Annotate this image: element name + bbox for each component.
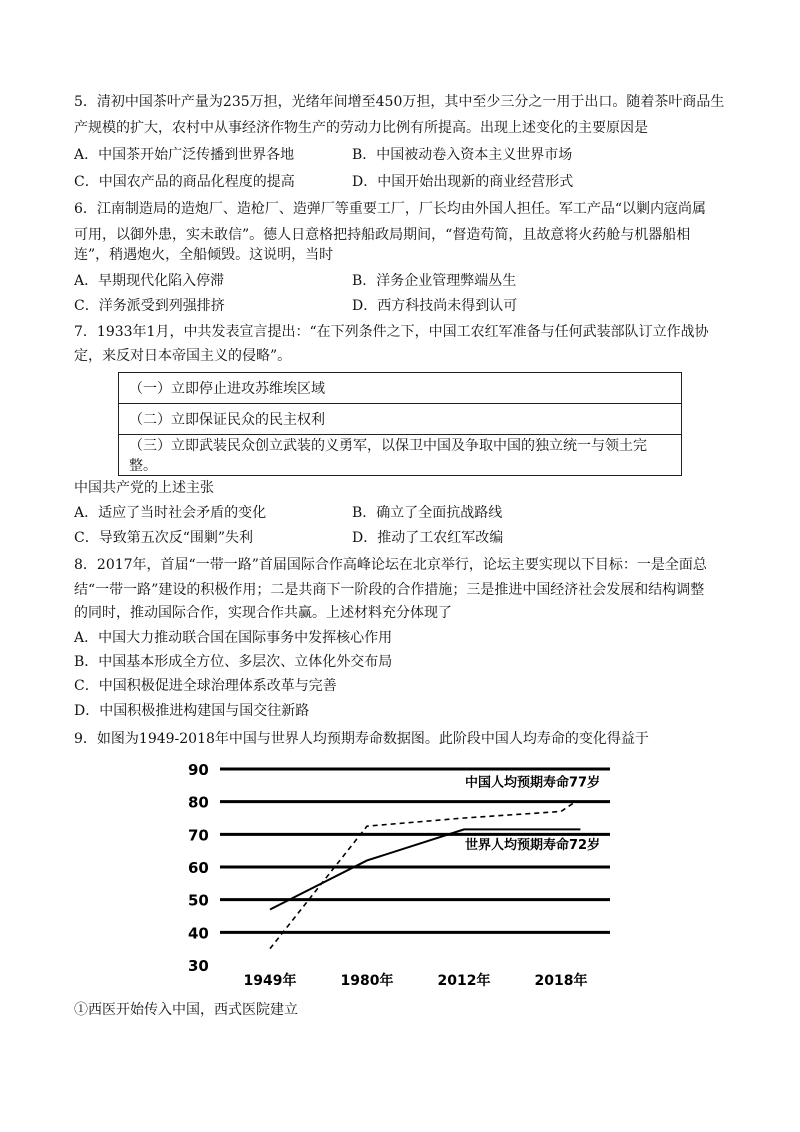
q8-stem-line1: 8．2017年，首届“一带一路”首届国际合作高峰论坛在北京举行，论坛主要实现以下目标：一是全面总 [74,557,707,573]
q5-option-b[interactable]: B．中国被动卷入资本主义世界市场 [352,147,573,163]
q8-option-c[interactable]: C．中国积极促进全球治理体系改革与完善 [74,678,337,694]
y-tick-label: 60 [188,859,209,877]
q7-option-c[interactable]: C．导致第五次反“围剿”失利 [74,530,254,546]
q7-stem-line1: 7．1933年1月，中共发表宣言提出：“在下列条件之下，中国工农红军准备与任何武装部队订立作战协 [74,324,709,340]
y-tick-label: 80 [188,793,209,812]
x-tick-label: 2012年 [437,973,491,989]
q7-option-b[interactable]: B．确立了全面抗战路线 [352,505,503,521]
q6-option-a[interactable]: A．早期现代化陷入停滞 [74,273,225,289]
life-expectancy-chart [180,755,620,995]
q6-option-d[interactable]: D．西方科技尚未得到认可 [352,298,518,314]
y-tick-label: 40 [188,924,209,943]
table-row [119,373,682,404]
q9-option-1[interactable]: ①西医开始传入中国，西式医院建立 [74,1002,298,1018]
q7-condition-3: （三）立即武装民众创立武装的义勇军，以保卫中国及争取中国的独立统一与领土完整。 [119,435,682,476]
q8-option-d[interactable]: D．中国积极推进构建国与国交往新路 [74,703,310,719]
q7-after-text: 中国共产党的上述主张 [74,480,214,496]
world-series-label: 世界人均预期寿命72岁 [465,838,601,854]
q6-stem-line3: 连”，稍遇炮火，全船倾毁。这说明，当时 [74,247,334,263]
q9-stem: 9．如图为1949-2018年中国与世界人均预期寿命数据图。此阶段中国人均寿命的变化得益于 [74,731,649,747]
y-tick-label: 50 [188,891,209,910]
q7-condition-2: （二）立即保证民众的民主权利 [119,404,682,435]
q8-option-b[interactable]: B．中国基本形成全方位、多层次、立体化外交布局 [74,654,393,670]
table-row [119,404,682,435]
q7-option-a[interactable]: A．适应了当时社会矛盾的变化 [74,505,267,521]
q8-option-a[interactable]: A．中国大力推动联合国在国际事务中发挥核心作用 [74,630,393,646]
x-tick-label: 2018年 [534,973,588,989]
x-tick-label: 1949年 [243,973,297,989]
q5-stem-line1: 5．清初中国茶叶产量为235万担，光绪年间增至450万担，其中至少三分之一用于出口。随着茶叶商品生 [74,94,725,110]
q6-option-b[interactable]: B．洋务企业管理弊端丛生 [352,273,517,289]
q5-option-c[interactable]: C．中国农产品的商品化程度的提高 [74,174,295,190]
q5-option-a[interactable]: A．中国茶开始广泛传播到世界各地 [74,147,295,163]
q6-stem-line2: 可用，以御外患，实未敢信”。德人日意格把持船政局期间，“督造苟简，且故意将火药舱与机器船相 [74,227,691,243]
q7-option-d[interactable]: D．推动了工农红军改编 [352,530,504,546]
q6-option-c[interactable]: C．洋务派受到列强排挤 [74,298,225,314]
china-series-label: 中国人均预期寿命77岁 [465,775,601,791]
y-tick-label: 70 [188,826,209,845]
q6-stem-line1: 6．江南制造局的造炮厂、造枪厂、造弹厂等重要工厂，厂长均由外国人担任。军工产品“以剿内寇尚属 [74,201,707,217]
q8-stem-line2: 结“一带一路”建设的积极作用；二是共商下一阶段的合作措施；三是推进中国经济社会发展和结构调整 [74,582,705,598]
y-tick-label: 90 [188,761,209,779]
q5-option-d[interactable]: D．中国开始出现新的商业经营形式 [352,174,574,190]
q7-condition-1: （一）立即停止进攻苏维埃区域 [119,373,682,404]
q7-stem-line2: 定，来反对日本帝国主义的侵略”。 [74,348,292,364]
x-tick-label: 1980年 [340,973,394,989]
q8-stem-line3: 的同时，推动国际合作，实现合作共赢。上述材料充分体现了 [74,605,452,621]
table-row [119,435,682,476]
y-tick-label: 30 [188,957,209,975]
q7-conditions-table [118,372,682,476]
china-life-expectancy-line [270,802,576,949]
q5-stem-line2: 产规模的扩大，农村中从事经济作物生产的劳动力比例有所提高。出现上述变化的主要原因是 [74,120,648,136]
